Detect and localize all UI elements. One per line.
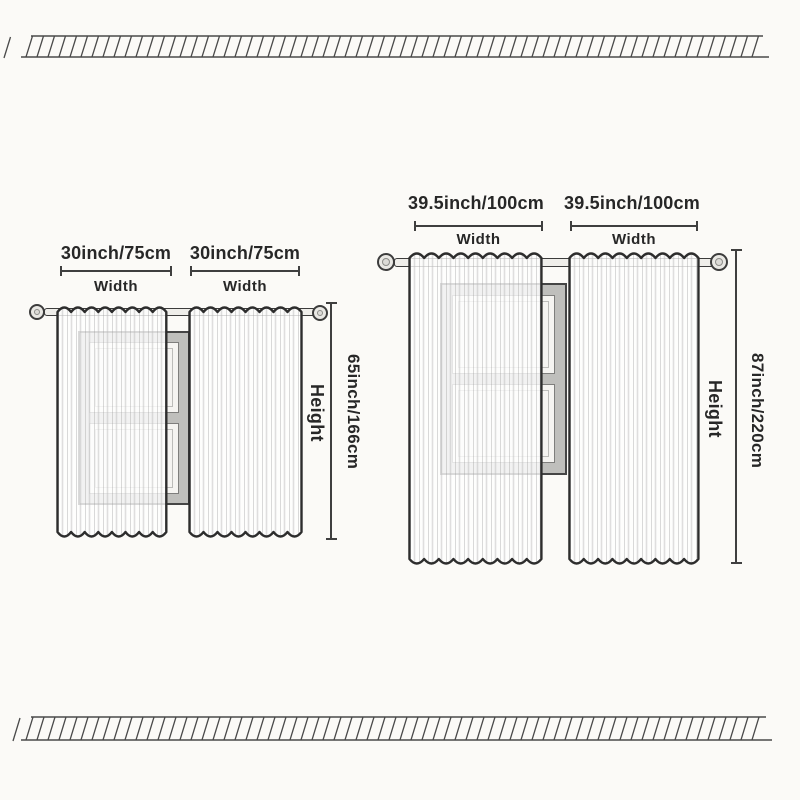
height-caption: Height: [307, 383, 327, 442]
rod-finial-icon: [710, 253, 728, 271]
curtain-panel: [408, 245, 543, 572]
width-dimension-line: [190, 266, 300, 276]
width-caption: Width: [611, 231, 656, 248]
curtain-panel: [56, 299, 168, 545]
ceiling-hatch-icon: [4, 36, 769, 58]
width-dimension-line: [570, 221, 698, 231]
floor-hatch-icon: [13, 717, 772, 741]
rod-finial-icon: [29, 304, 45, 320]
width-dimension-line: [60, 266, 172, 276]
width-caption: Width: [222, 278, 267, 295]
rod-finial-icon: [312, 305, 328, 321]
width-size-label: 39.5inch/100cm: [408, 193, 544, 213]
width-dimension-line: [414, 221, 543, 231]
rod-finial-icon: [377, 253, 395, 271]
width-caption: Width: [93, 278, 138, 295]
curtain-panel: [568, 245, 700, 572]
curtain-panel: [188, 299, 303, 545]
height-dimension-line: [731, 249, 742, 564]
height-size-label: 87inch/220cm: [748, 353, 767, 469]
width-size-label: 30inch/75cm: [60, 243, 172, 263]
height-dimension-line: [326, 302, 337, 540]
height-size-label: 65inch/166cm: [344, 353, 363, 470]
height-caption: Height: [705, 379, 725, 438]
width-caption: Width: [456, 231, 501, 248]
width-size-label: 30inch/75cm: [189, 243, 301, 263]
width-size-label: 39.5inch/100cm: [564, 193, 700, 213]
